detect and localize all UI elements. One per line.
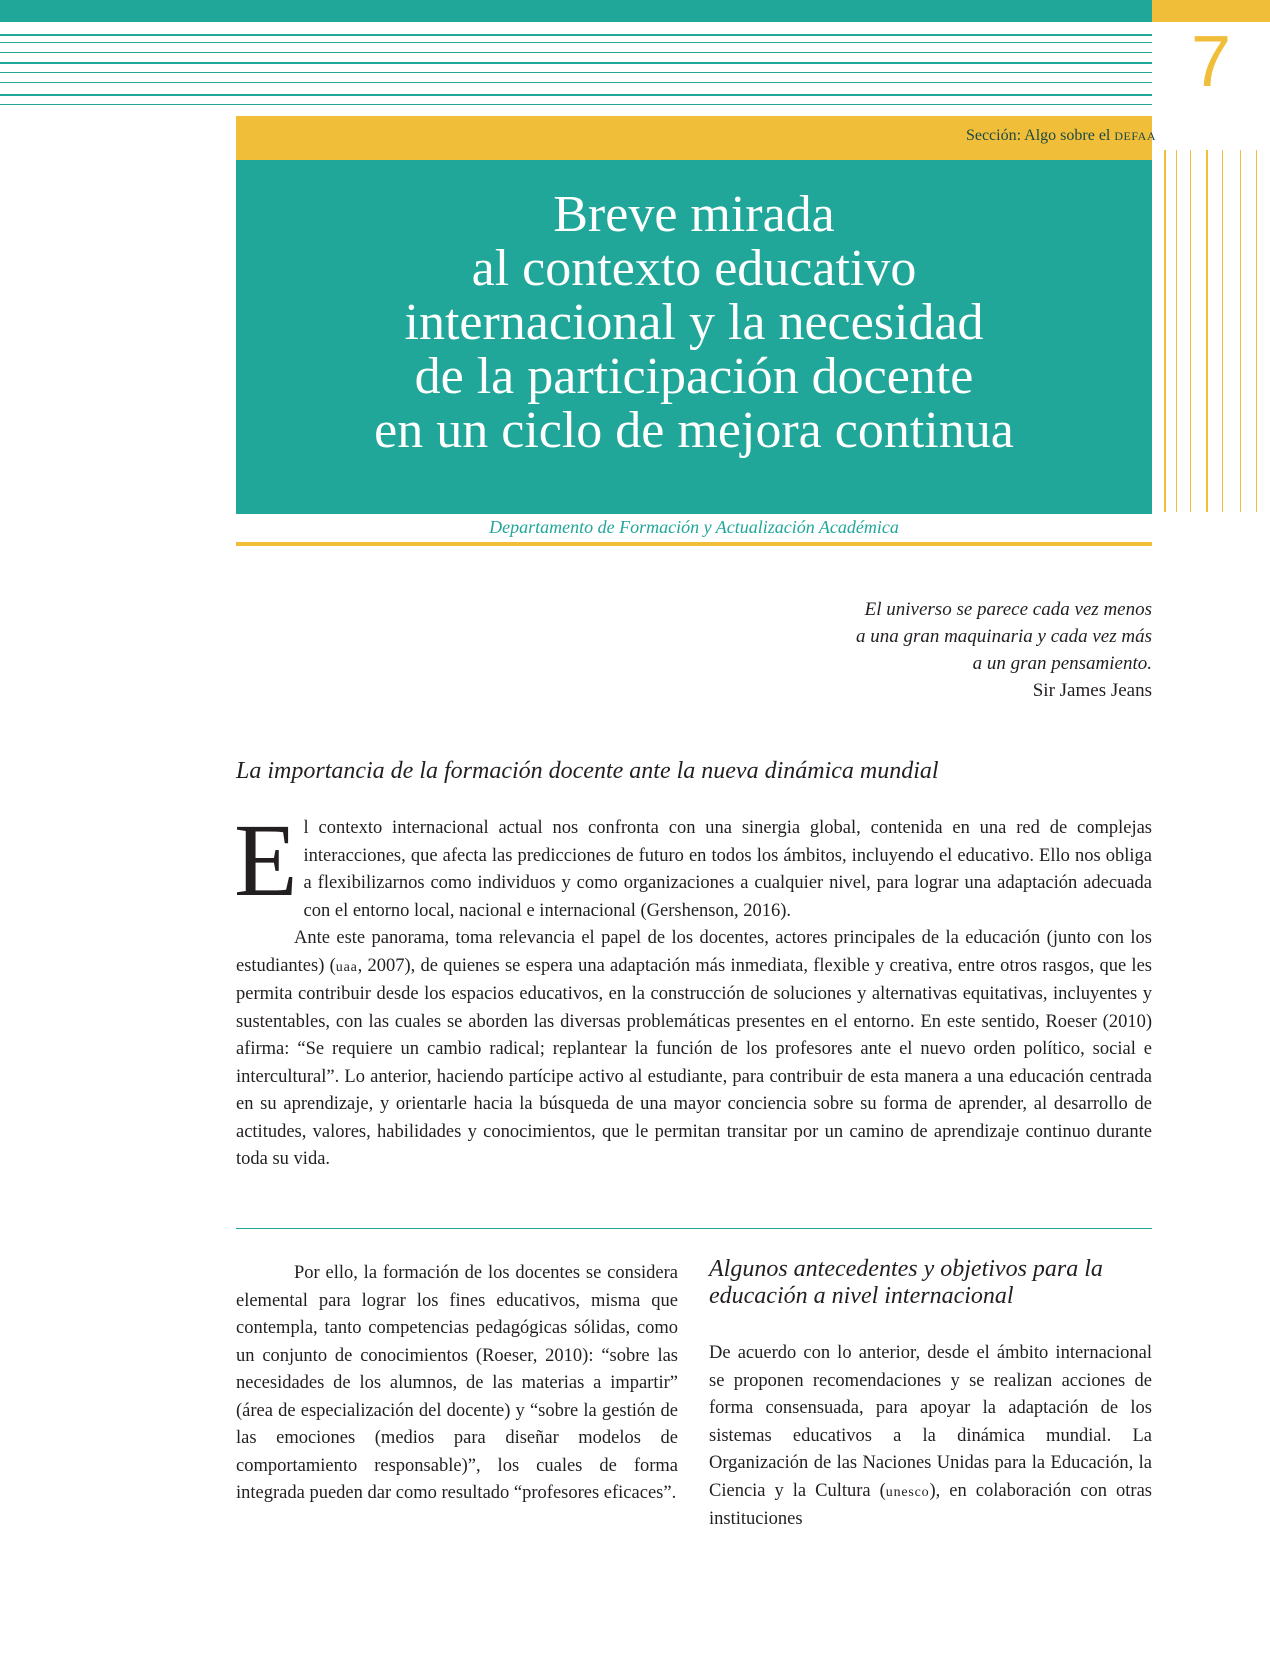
epigraph-line: El universo se parece cada vez menos <box>864 599 1152 620</box>
abbreviation: unesco <box>885 1484 930 1500</box>
section-divider <box>236 1228 1152 1229</box>
title-line: al contexto educativo <box>471 240 917 297</box>
body-paragraph <box>236 925 1152 1174</box>
drop-cap: E <box>234 803 298 918</box>
article-title <box>236 188 1152 458</box>
decorative-vertical-line <box>1190 150 1191 512</box>
decorative-vertical-line <box>1176 150 1177 512</box>
section-heading: Algunos antecedentes y objetivos para la educación a nivel internacional <box>709 1256 1103 1309</box>
gold-rule <box>236 542 1152 546</box>
title-line: de la participación docente <box>414 348 974 405</box>
decorative-line <box>0 94 1152 96</box>
decorative-vertical-line <box>1256 150 1257 512</box>
decorative-vertical-line <box>1222 150 1223 512</box>
paragraph-text: , 2007), de quienes se espera una adaptación más inmediata, flexible y creativa, entre otros rasgos, que les permita contribuir desde los espacios educativos, en la construcción de soluciones y alternativas equitativas, incluyentes y sustentables, con las cuales se aborden las diversas problemáticas presentes en el entorno. En este sentido, Roeser (2010) afirma: “Se requiere un cambio radical; replantear la función de los profesores ante el nuevo orden político, social e intercultural”. Lo anterior, haciendo partícipe activo al estudiante, para contribuir de esta manera a una educación centrada en su aprendizaje, y orientarle hacia la búsqueda de una mayor conciencia sobre su forma de aprender, al desarrollo de actitudes, valores, habilidades y conocimientos, que le permitan transitar por un camino de aprendizaje continuo durante toda su vida. <box>236 955 1152 1169</box>
section-label-text: Sección: Algo sobre el <box>965 127 1115 144</box>
department-byline: Departamento de Formación y Actualización Académica <box>489 517 899 537</box>
decorative-line <box>0 104 1152 105</box>
body-paragraph <box>234 803 1152 925</box>
top-teal-bar <box>0 0 1152 22</box>
abbreviation: uaa <box>335 959 358 975</box>
decorative-vertical-line <box>1206 150 1208 512</box>
paragraph-text: l contexto internacional actual nos confronta con una sinergia global, contenida en una red de complejas interacciones, que afecta las predicciones de futuro en todos los ámbitos, incluyendo el educativo. Ello nos obliga a flexibilizarnos como individuos y como organizaciones a cualquier nivel, para lograr una adaptación adecuada con el entorno local, nacional e internacional (Gershenson, 2016). <box>303 818 1152 921</box>
section-label <box>236 127 1156 145</box>
decorative-vertical-line <box>1164 150 1166 512</box>
title-line: internacional y la necesidad <box>404 294 984 351</box>
section-heading: La importancia de la formación docente ante la nueva dinámica mundial <box>236 758 939 784</box>
page-number: 7 <box>1190 22 1232 102</box>
decorative-line <box>0 82 1152 83</box>
title-line: en un ciclo de mejora continua <box>374 402 1014 459</box>
section-acronym: DEFAA <box>1114 129 1156 143</box>
journal-name: DOCERE <box>1160 124 1246 146</box>
paragraph-text: De acuerdo con lo anterior, desde el ámbito internacional se proponen recomendaciones y se realizan acciones de forma consensuada, para apoyar la adaptación de los sistemas educativos a la dinámica mundial. La Organización de las Naciones Unidas para la Educación, la Ciencia y la Cultura ( <box>709 1343 1152 1501</box>
decorative-line <box>0 72 1152 73</box>
decorative-line <box>0 62 1152 64</box>
decorative-line <box>0 42 1152 43</box>
decorative-line <box>0 34 1152 36</box>
title-line: Breve mirada <box>553 186 835 243</box>
decorative-vertical-line <box>1240 150 1241 512</box>
epigraph <box>600 596 1152 704</box>
epigraph-line: a un gran pensamiento. <box>972 653 1152 674</box>
epigraph-line: a una gran maquinaria y cada vez más <box>855 626 1152 647</box>
paragraph-text: Ante este panorama, toma relevancia el papel de los docentes, actores principales de la educación (junto con los estudiantes) ( <box>236 928 1152 976</box>
body-paragraph <box>709 1340 1152 1534</box>
body-paragraph: Por ello, la formación de los docentes se considera elemental para lograr los fines educativos, misma que contempla, tanto competencias pedagógicas sólidas, como un conjunto de conocimientos (Roeser, 2010): “sobre las necesidades de los alumnos, de las materias a impartir” (área de especialización del docente) y “sobre la gestión de las emociones (medios para diseñar modelos de comportamiento responsable)”, los cuales de forma integrada pueden dar como resultado “profesores eficaces”. <box>236 1263 678 1503</box>
paragraph-text: ), en colaboración con otras instituciones <box>709 1480 1152 1529</box>
top-gold-block <box>1152 0 1270 22</box>
decorative-line <box>0 52 1152 53</box>
epigraph-author: Sir James Jeans <box>1032 680 1152 701</box>
